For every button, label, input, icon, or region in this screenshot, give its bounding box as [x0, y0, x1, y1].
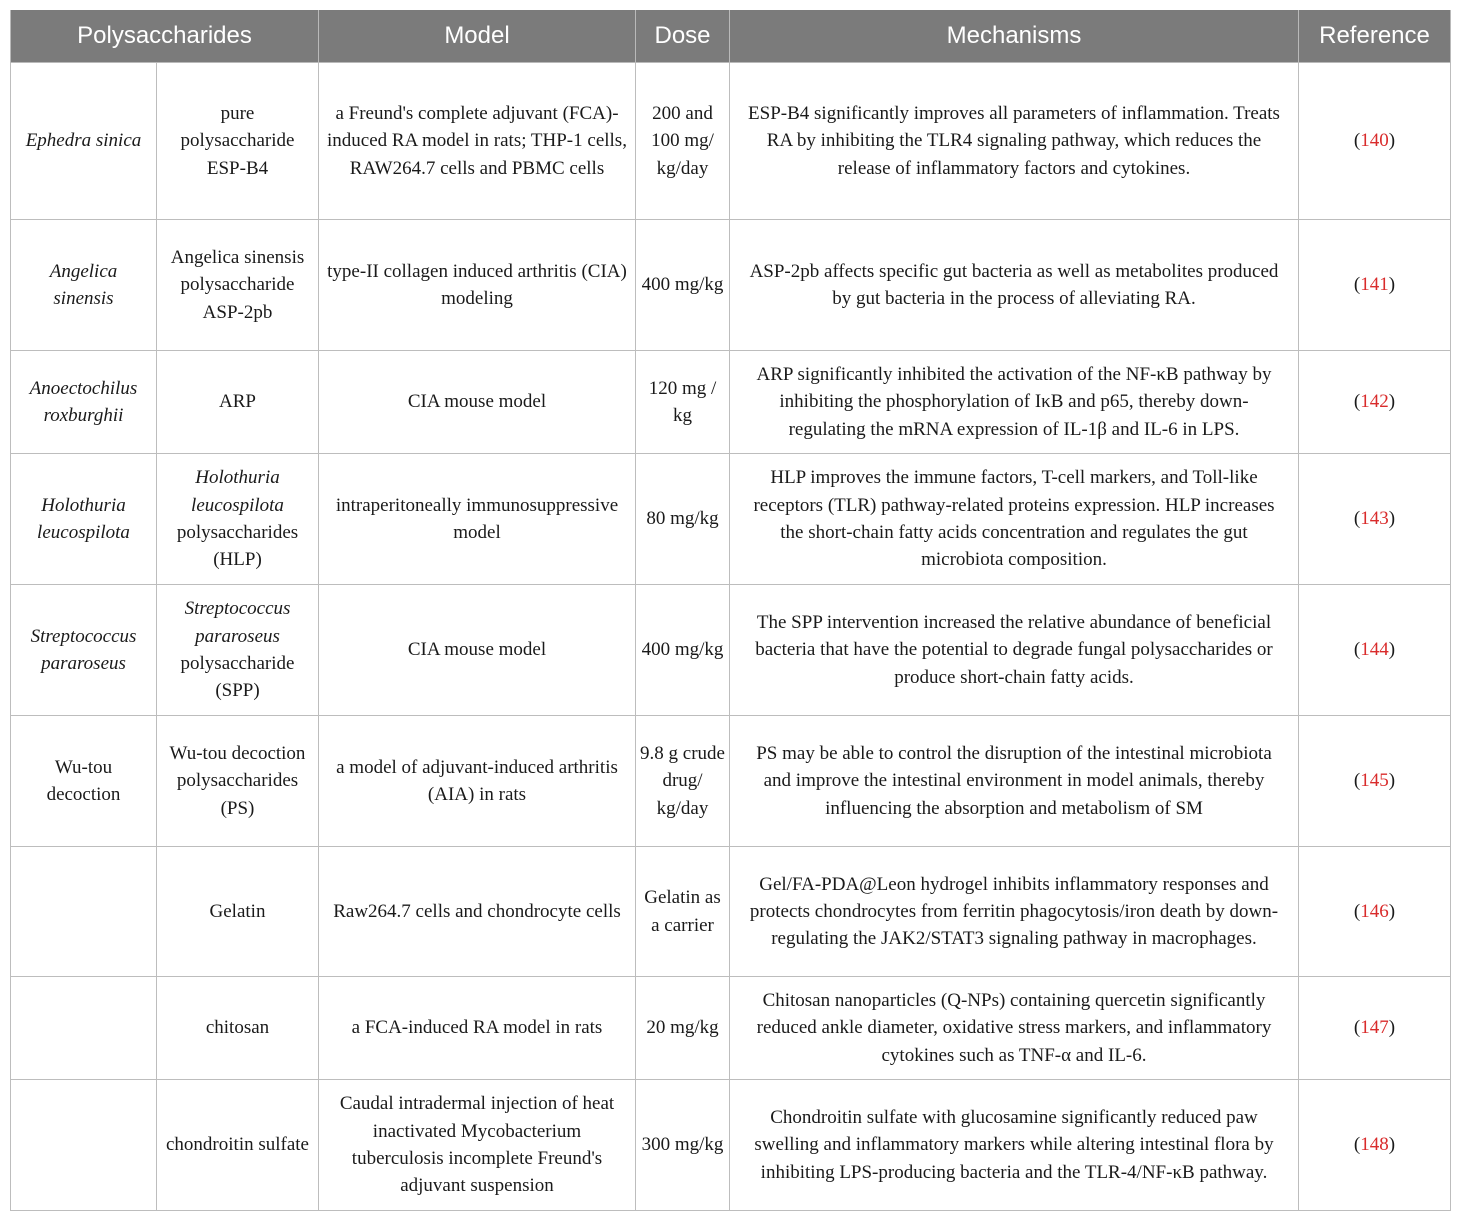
reference-cell: (145) — [1299, 716, 1451, 847]
table-row — [11, 585, 1451, 716]
header-row — [11, 10, 1451, 63]
table-row — [11, 716, 1451, 847]
table-row — [11, 847, 1451, 977]
table-row — [11, 977, 1451, 1080]
polysaccharide-cell: ARP — [157, 351, 319, 454]
header-mechanisms: Mechanisms — [730, 10, 1299, 63]
mechanism-cell: ARP significantly inhibited the activation of the NF-κB pathway by inhibiting the phosphorylation of IκB and p65, thereby down-regulating the mRNA expression of IL-1β and IL-6 in LPS. — [730, 351, 1299, 454]
model-cell: a FCA-induced RA model in rats — [319, 977, 636, 1080]
mechanism-cell: PS may be able to control the disruption of the intestinal microbiota and improve the intestinal environment in model animals, thereby influencing the absorption and metabolism of SM — [730, 716, 1299, 847]
dose-cell: 9.8 g crude drug/ kg/day — [636, 716, 730, 847]
header-dose: Dose — [636, 10, 730, 63]
polysaccharides-table — [10, 10, 1451, 1211]
mechanism-cell: Chondroitin sulfate with glucosamine significantly reduced paw swelling and inflammatory markers while altering intestinal flora by inhibiting LPS-producing bacteria and the TLR-4/NF-κB pathway. — [730, 1080, 1299, 1211]
source-cell: Angelica sinensis — [11, 220, 157, 351]
dose-cell: 200 and 100 mg/ kg/day — [636, 63, 730, 220]
mechanism-cell: The SPP intervention increased the relative abundance of beneficial bacteria that have the potential to degrade fungal polysaccharides or produce short-chain fatty acids. — [730, 585, 1299, 716]
reference-link[interactable]: 146 — [1360, 900, 1389, 922]
reference-cell: (148) — [1299, 1080, 1451, 1211]
source-cell: Wu-tou decoction — [11, 716, 157, 847]
reference-cell: (140) — [1299, 63, 1451, 220]
dose-cell: 400 mg/kg — [636, 220, 730, 351]
model-cell: Raw264.7 cells and chondrocyte cells — [319, 847, 636, 977]
source-cell: Ephedra sinica — [11, 63, 157, 220]
mechanism-cell: Gel/FA-PDA@Leon hydrogel inhibits inflammatory responses and protects chondrocytes from ferritin phagocytosis/iron death by down-regulating the JAK2/STAT3 signaling pathway in macrophages. — [730, 847, 1299, 977]
reference-link[interactable]: 140 — [1360, 130, 1389, 152]
table-row — [11, 351, 1451, 454]
dose-cell: 120 mg / kg — [636, 351, 730, 454]
header-polysaccharides: Polysaccharides — [11, 10, 319, 63]
source-cell: Holothuria leucospilota — [11, 454, 157, 585]
model-cell: intraperitoneally immunosuppressive model — [319, 454, 636, 585]
table-row — [11, 454, 1451, 585]
model-cell: a Freund's complete adjuvant (FCA)-induced RA model in rats; THP-1 cells, RAW264.7 cells and PBMC cells — [319, 63, 636, 220]
model-cell: CIA mouse model — [319, 351, 636, 454]
reference-cell: (142) — [1299, 351, 1451, 454]
dose-cell: 20 mg/kg — [636, 977, 730, 1080]
reference-cell: (144) — [1299, 585, 1451, 716]
reference-cell: (143) — [1299, 454, 1451, 585]
polysaccharide-cell: chondroitin sulfate — [157, 1080, 319, 1211]
reference-cell: (141) — [1299, 220, 1451, 351]
header-reference: Reference — [1299, 10, 1451, 63]
mechanism-cell: ASP-2pb affects specific gut bacteria as well as metabolites produced by gut bacteria in the process of alleviating RA. — [730, 220, 1299, 351]
polysaccharide-cell: pure polysaccharide ESP-B4 — [157, 63, 319, 220]
table-row — [11, 1080, 1451, 1211]
polysaccharide-species: Streptococcus pararoseus — [184, 598, 291, 647]
model-cell: Caudal intradermal injection of heat inactivated Mycobacterium tuberculosis incomplete Freund's adjuvant suspension — [319, 1080, 636, 1211]
source-cell — [11, 847, 157, 977]
reference-link[interactable]: 144 — [1360, 639, 1389, 661]
reference-link[interactable]: 145 — [1360, 770, 1389, 792]
reference-cell: (146) — [1299, 847, 1451, 977]
mechanism-cell: Chitosan nanoparticles (Q-NPs) containing quercetin significantly reduced ankle diameter, oxidative stress markers, and inflammatory cytokines such as TNF-α and IL-6. — [730, 977, 1299, 1080]
polysaccharide-cell — [157, 454, 319, 585]
polysaccharide-cell: Wu-tou decoction polysaccharides (PS) — [157, 716, 319, 847]
dose-cell: 300 mg/kg — [636, 1080, 730, 1211]
polysaccharide-cell: chitosan — [157, 977, 319, 1080]
source-cell — [11, 1080, 157, 1211]
source-cell: Anoectochilus roxburghii — [11, 351, 157, 454]
polysaccharide-suffix: polysaccharide (SPP) — [180, 653, 295, 702]
table-row — [11, 63, 1451, 220]
reference-cell: (147) — [1299, 977, 1451, 1080]
dose-cell: 80 mg/kg — [636, 454, 730, 585]
source-cell: Streptococcus pararoseus — [11, 585, 157, 716]
model-cell: type-II collagen induced arthritis (CIA) modeling — [319, 220, 636, 351]
reference-link[interactable]: 148 — [1360, 1134, 1389, 1156]
polysaccharide-suffix: polysaccharides (HLP) — [176, 522, 299, 571]
header-model: Model — [319, 10, 636, 63]
mechanism-cell: ESP-B4 significantly improves all parameters of inflammation. Treats RA by inhibiting the TLR4 signaling pathway, which reduces the release of inflammatory factors and cytokines. — [730, 63, 1299, 220]
table-row — [11, 220, 1451, 351]
mechanism-cell: HLP improves the immune factors, T-cell markers, and Toll-like receptors (TLR) pathway-related proteins expression. HLP increases the short-chain fatty acids concentration and regulates the gut microbiota composition. — [730, 454, 1299, 585]
polysaccharide-species: Holothuria leucospilota — [191, 467, 284, 516]
polysaccharide-cell: Gelatin — [157, 847, 319, 977]
dose-cell: Gelatin as a carrier — [636, 847, 730, 977]
source-cell — [11, 977, 157, 1080]
reference-link[interactable]: 143 — [1360, 508, 1389, 530]
model-cell: a model of adjuvant-induced arthritis (AIA) in rats — [319, 716, 636, 847]
model-cell: CIA mouse model — [319, 585, 636, 716]
polysaccharide-cell: Angelica sinensis polysaccharide ASP-2pb — [157, 220, 319, 351]
dose-cell: 400 mg/kg — [636, 585, 730, 716]
reference-link[interactable]: 141 — [1360, 274, 1389, 296]
reference-link[interactable]: 142 — [1360, 391, 1389, 413]
polysaccharide-cell — [157, 585, 319, 716]
reference-link[interactable]: 147 — [1360, 1017, 1389, 1039]
